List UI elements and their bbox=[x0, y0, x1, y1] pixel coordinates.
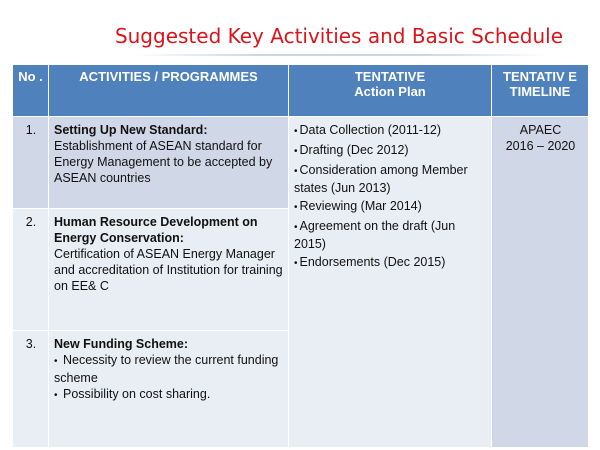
bullet-icon: • bbox=[54, 390, 58, 401]
row-number: 1. bbox=[13, 117, 49, 209]
plan-item-text: Endorsements (Dec 2015) bbox=[299, 255, 446, 269]
activity-title: New Funding Scheme: bbox=[54, 337, 189, 351]
activity-bullet bbox=[54, 386, 284, 404]
timeline-program: APAEC bbox=[519, 123, 562, 137]
plan-item-text: Drafting (Dec 2012) bbox=[299, 143, 409, 157]
activity-title: Setting Up New Standard: bbox=[54, 123, 208, 137]
header-no: No . bbox=[13, 65, 49, 117]
activity-cell bbox=[49, 117, 289, 209]
plan-item-text: Data Collection (2011-12) bbox=[299, 123, 442, 137]
timeline-cell bbox=[492, 117, 589, 448]
header-timeline bbox=[492, 65, 589, 117]
bullet-icon: • bbox=[294, 258, 298, 269]
plan-item bbox=[294, 122, 487, 140]
plan-item bbox=[294, 142, 487, 160]
activity-body: Certification of ASEAN Energy Manager and accreditation of Institution for training on EE& C bbox=[54, 247, 283, 293]
table-row bbox=[13, 117, 589, 209]
bullet-icon: • bbox=[294, 126, 298, 137]
plan-item-text: Consideration among Member states (Jun 2013) bbox=[294, 163, 468, 195]
plan-item bbox=[294, 198, 487, 216]
activity-bullet-text: Necessity to review the current funding scheme bbox=[54, 353, 279, 385]
slide-top-band bbox=[0, 0, 600, 20]
header-timeline-line2: TIMELINE bbox=[509, 84, 571, 99]
bullet-icon: • bbox=[294, 146, 298, 157]
header-action-plan-line2: Action Plan bbox=[354, 84, 426, 99]
slide-title: Suggested Key Activities and Basic Schedule bbox=[114, 24, 564, 48]
bullet-icon: • bbox=[54, 356, 58, 367]
activity-cell bbox=[49, 331, 289, 448]
bullet-icon: • bbox=[294, 222, 298, 233]
activity-body: Establishment of ASEAN standard for Energy Management to be accepted by ASEAN countries bbox=[54, 139, 273, 185]
header-action-plan bbox=[289, 65, 492, 117]
row-number: 3. bbox=[13, 331, 49, 448]
plan-item bbox=[294, 254, 487, 272]
row-number: 2. bbox=[13, 209, 49, 331]
activity-cell bbox=[49, 209, 289, 331]
plan-item-text: Reviewing (Mar 2014) bbox=[299, 199, 422, 213]
bullet-icon: • bbox=[294, 166, 298, 177]
activity-title: Human Resource Development on Energy Conservation: bbox=[54, 215, 258, 245]
header-activities: ACTIVITIES / PROGRAMMES bbox=[49, 65, 289, 117]
bullet-icon: • bbox=[294, 202, 298, 213]
activity-bullet bbox=[54, 352, 284, 386]
header-timeline-line1: TENTATIV E bbox=[503, 69, 577, 84]
table-header-row bbox=[13, 65, 589, 117]
plan-item bbox=[294, 218, 487, 252]
plan-item bbox=[294, 162, 487, 196]
schedule-table bbox=[12, 64, 589, 448]
activity-bullet-text: Possibility on cost sharing. bbox=[63, 387, 211, 401]
title-underline bbox=[133, 54, 549, 56]
timeline-years: 2016 – 2020 bbox=[505, 139, 576, 153]
header-action-plan-line1: TENTATIVE bbox=[354, 69, 426, 84]
plan-item-text: Agreement on the draft (Jun 2015) bbox=[294, 219, 456, 251]
action-plan-cell bbox=[289, 117, 492, 448]
